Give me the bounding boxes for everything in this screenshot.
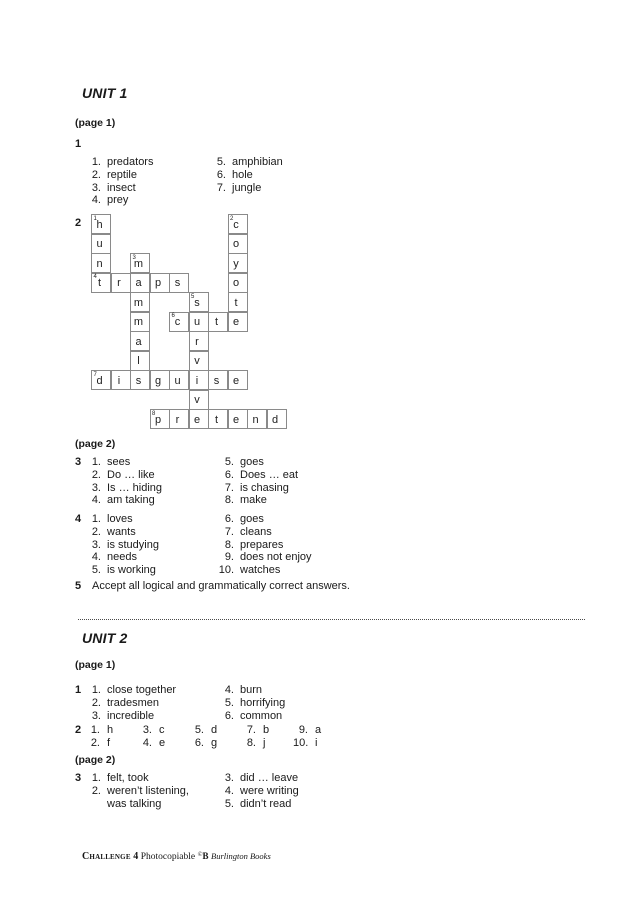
answer-text: b bbox=[263, 724, 270, 736]
section-divider bbox=[78, 619, 585, 620]
crossword-cell bbox=[189, 331, 209, 351]
answer-row bbox=[83, 564, 159, 577]
answer-column bbox=[216, 772, 299, 810]
answer-row bbox=[83, 526, 159, 539]
crossword-cell bbox=[228, 312, 248, 332]
exercise-number: 3 bbox=[75, 456, 82, 468]
answer-number: 10. bbox=[218, 564, 234, 576]
answer-text: jungle bbox=[232, 181, 262, 194]
answer-row bbox=[83, 194, 153, 207]
crossword-cell bbox=[208, 409, 228, 429]
answer-column bbox=[83, 156, 153, 207]
crossword-clue-number: 1 bbox=[93, 215, 97, 222]
answer-text: did … leave bbox=[240, 772, 299, 784]
answer-number: 1. bbox=[91, 772, 101, 784]
crossword-letter: s bbox=[174, 277, 181, 289]
unit-1-title: UNIT 1 bbox=[82, 85, 128, 101]
answer-row bbox=[208, 169, 283, 182]
exercise-number: 2 bbox=[75, 724, 82, 736]
answer-number: 6. bbox=[216, 168, 226, 181]
crossword-clue-number: 2 bbox=[230, 215, 234, 222]
answer-text: a bbox=[315, 724, 322, 736]
answer-row bbox=[216, 551, 312, 564]
answer-number: 5. bbox=[224, 456, 234, 468]
crossword-cell bbox=[130, 370, 150, 390]
crossword-letter: a bbox=[135, 335, 142, 348]
answer-text: common bbox=[240, 709, 283, 722]
exercise-number: 1 bbox=[75, 684, 82, 696]
crossword-letter: e bbox=[232, 413, 240, 426]
crossword-letter: d bbox=[271, 413, 279, 426]
answer-text: horrifying bbox=[240, 696, 286, 709]
crossword-cell bbox=[130, 312, 150, 332]
answer-row bbox=[216, 772, 299, 785]
answer-row bbox=[85, 724, 345, 737]
answer-number: 2. bbox=[91, 168, 101, 181]
answer-number: 4. bbox=[142, 736, 152, 749]
answer-text: is chasing bbox=[240, 481, 289, 494]
crossword-letter: r bbox=[175, 413, 180, 426]
answer-row bbox=[83, 494, 162, 507]
answer-text: i bbox=[315, 736, 318, 749]
unit-1-page-1-label: (page 1) bbox=[75, 117, 116, 129]
answer-number: 4. bbox=[91, 194, 101, 207]
crossword-letter: v bbox=[194, 394, 200, 406]
answer-row bbox=[85, 737, 345, 750]
answer-row bbox=[216, 494, 298, 507]
crossword-letter: u bbox=[174, 374, 181, 387]
answer-number: 6. bbox=[224, 513, 234, 525]
crossword-clue-number: 4 bbox=[93, 274, 97, 280]
exercise-number: 5 bbox=[75, 580, 82, 592]
answer-text: prepares bbox=[240, 538, 284, 551]
answer-number: 10. bbox=[293, 736, 309, 749]
footer-series-name: Challenge bbox=[82, 851, 131, 862]
answer-text: insect bbox=[107, 181, 136, 194]
exercise-number: 1 bbox=[75, 138, 82, 150]
crossword-letter: e bbox=[193, 413, 201, 426]
answer-row bbox=[83, 798, 189, 811]
answer-column bbox=[83, 684, 176, 722]
answer-number: 6. bbox=[194, 736, 204, 749]
answer-row bbox=[216, 785, 299, 798]
answer-text: does not enjoy bbox=[240, 551, 312, 564]
matching-answers bbox=[85, 724, 345, 750]
answer-number: 3. bbox=[91, 181, 101, 194]
answer-column bbox=[83, 772, 189, 810]
crossword-letter: s bbox=[135, 374, 142, 387]
answer-text: weren’t listening, bbox=[107, 784, 189, 797]
crossword-cell bbox=[189, 312, 209, 332]
answer-text: predators bbox=[107, 156, 154, 168]
answer-text: prey bbox=[107, 194, 129, 207]
crossword-letter: s bbox=[194, 296, 200, 309]
answer-number: 2. bbox=[91, 696, 101, 709]
answer-text: make bbox=[240, 494, 267, 507]
answer-text: sees bbox=[107, 456, 131, 468]
crossword-cell bbox=[208, 370, 228, 390]
crossword-letter: n bbox=[96, 257, 103, 270]
answer-row bbox=[83, 456, 162, 469]
answer-row bbox=[83, 156, 153, 169]
answer-text: felt, took bbox=[107, 772, 149, 784]
answer-number: 5. bbox=[91, 564, 101, 576]
unit-1-page-2-label: (page 2) bbox=[75, 438, 116, 450]
crossword-letter: r bbox=[195, 335, 199, 348]
burlington-logo-icon: B bbox=[202, 851, 209, 861]
answer-text: d bbox=[211, 724, 218, 736]
crossword-letter: m bbox=[133, 296, 144, 309]
crossword-cell bbox=[111, 370, 131, 390]
answer-number: 3. bbox=[224, 772, 234, 784]
answer-row bbox=[208, 156, 283, 169]
copyright-icon: © bbox=[197, 851, 203, 858]
crossword-letter: t bbox=[234, 296, 238, 309]
crossword-cell bbox=[267, 409, 287, 429]
footer-publisher: Burlington Books bbox=[211, 851, 271, 861]
answer-text: am taking bbox=[107, 494, 155, 507]
answer-text: reptile bbox=[107, 168, 137, 181]
answer-row bbox=[216, 539, 312, 552]
answer-row bbox=[83, 772, 189, 785]
answer-text: is studying bbox=[107, 538, 159, 551]
answer-number: 9. bbox=[298, 724, 308, 736]
answer-column bbox=[216, 456, 298, 507]
crossword-letter: r bbox=[117, 277, 121, 289]
answer-number: 9. bbox=[224, 551, 234, 564]
answer-number: 6. bbox=[224, 468, 234, 481]
crossword-cell bbox=[150, 370, 170, 390]
crossword-letter: s bbox=[213, 374, 220, 387]
answer-text: tradesmen bbox=[107, 696, 159, 709]
crossword-letter: g bbox=[154, 374, 162, 387]
answer-row bbox=[216, 469, 298, 482]
answer-row bbox=[83, 513, 159, 526]
answer-number: 2. bbox=[91, 784, 101, 797]
answer-row bbox=[83, 697, 176, 710]
crossword-clue-number: 5 bbox=[191, 293, 195, 300]
unit-2-page-2-label: (page 2) bbox=[75, 754, 116, 766]
answer-row bbox=[216, 482, 298, 495]
answer-column bbox=[208, 156, 283, 194]
unit-2-title: UNIT 2 bbox=[82, 630, 128, 646]
answer-row bbox=[216, 697, 285, 710]
answer-number: 3. bbox=[91, 538, 101, 551]
answer-text: g bbox=[211, 736, 218, 749]
crossword-letter: t bbox=[97, 277, 102, 289]
answer-text: was talking bbox=[107, 797, 162, 810]
crossword-letter: u bbox=[96, 238, 103, 250]
crossword-cell bbox=[130, 331, 150, 351]
answer-number: 6. bbox=[224, 709, 234, 722]
answer-number: 1. bbox=[91, 513, 101, 525]
crossword-clue-number: 3 bbox=[132, 254, 136, 261]
crossword-cell bbox=[228, 273, 248, 293]
answer-row bbox=[83, 710, 176, 723]
answer-number: 1. bbox=[91, 684, 101, 696]
answer-number: 5. bbox=[224, 696, 234, 709]
answer-row bbox=[216, 684, 285, 697]
crossword-cell bbox=[150, 409, 170, 429]
answer-text: Do … like bbox=[107, 468, 155, 481]
answer-text: j bbox=[263, 736, 266, 749]
answer-number: 1. bbox=[91, 456, 101, 468]
answer-text: watches bbox=[240, 564, 281, 576]
answer-number: 8. bbox=[246, 736, 256, 749]
answer-row bbox=[83, 684, 176, 697]
answer-text: Does … eat bbox=[240, 468, 299, 481]
exercise-number: 4 bbox=[75, 513, 82, 525]
crossword-letter: m bbox=[133, 316, 144, 328]
answer-text: incredible bbox=[107, 709, 155, 722]
answer-row bbox=[83, 182, 153, 195]
crossword-cell bbox=[189, 351, 209, 371]
answer-text: wants bbox=[107, 525, 136, 538]
crossword-cell bbox=[150, 273, 170, 293]
answer-number: 3. bbox=[91, 481, 101, 494]
answer-number: 3. bbox=[91, 709, 101, 722]
crossword-cell bbox=[228, 234, 248, 254]
crossword-cell bbox=[169, 370, 189, 390]
answer-text: goes bbox=[240, 456, 264, 468]
answer-number: 3. bbox=[142, 724, 152, 736]
footer-level: 4 bbox=[133, 851, 139, 862]
crossword-cell bbox=[130, 273, 150, 293]
answer-text: amphibian bbox=[232, 156, 283, 168]
crossword-cell bbox=[228, 292, 248, 312]
answer-number: 2. bbox=[90, 736, 100, 749]
answer-row bbox=[83, 169, 153, 182]
crossword-cell bbox=[228, 409, 248, 429]
crossword-cell bbox=[247, 409, 267, 429]
crossword-letter: e bbox=[232, 374, 240, 387]
answer-number: 5. bbox=[194, 724, 204, 736]
answer-text: is working bbox=[107, 564, 156, 576]
answer-number: 4. bbox=[224, 784, 234, 797]
crossword-letter: u bbox=[193, 316, 201, 328]
crossword-letter: a bbox=[135, 277, 142, 289]
crossword-letter: c bbox=[233, 218, 239, 231]
answer-row bbox=[83, 482, 162, 495]
crossword-letter: h bbox=[96, 218, 103, 231]
answer-number: 4. bbox=[224, 684, 234, 696]
page-footer bbox=[82, 849, 271, 864]
answer-row bbox=[216, 798, 299, 811]
answer-row bbox=[83, 469, 162, 482]
crossword-cell bbox=[189, 390, 209, 410]
crossword-clue-number: 7 bbox=[93, 371, 97, 378]
crossword-cell bbox=[228, 214, 248, 234]
answer-text: loves bbox=[107, 513, 133, 525]
answer-text: e bbox=[159, 736, 166, 749]
crossword-letter: y bbox=[233, 257, 239, 270]
answer-text: needs bbox=[107, 551, 137, 564]
answer-number: 8. bbox=[224, 494, 234, 507]
crossword-cell bbox=[169, 273, 189, 293]
crossword-letter: p bbox=[154, 277, 162, 289]
answer-number: 7. bbox=[224, 525, 234, 538]
answer-text: goes bbox=[240, 513, 264, 525]
crossword-cell bbox=[130, 292, 150, 312]
answer-number: 5. bbox=[216, 156, 226, 168]
crossword-letter: o bbox=[232, 238, 240, 250]
crossword-cell bbox=[130, 253, 150, 273]
crossword-cell bbox=[91, 214, 111, 234]
answer-row bbox=[216, 513, 312, 526]
crossword-letter: v bbox=[194, 355, 200, 367]
answer-row bbox=[216, 564, 312, 577]
answer-number: 7. bbox=[216, 181, 226, 194]
exercise-number: 2 bbox=[75, 217, 82, 229]
crossword-cell bbox=[189, 370, 209, 390]
crossword-letter: i bbox=[195, 374, 199, 387]
crossword-letter: o bbox=[232, 277, 240, 289]
answer-text: cleans bbox=[240, 525, 272, 538]
crossword-letter: t bbox=[214, 413, 219, 426]
answer-number: 2. bbox=[91, 468, 101, 481]
answer-column bbox=[83, 513, 159, 577]
answer-text: burn bbox=[240, 684, 263, 696]
answer-number: 2. bbox=[91, 525, 101, 538]
answer-number: 7. bbox=[246, 724, 256, 736]
answer-column bbox=[216, 513, 312, 577]
crossword-clue-number: 8 bbox=[152, 410, 156, 417]
crossword-letter: i bbox=[117, 374, 121, 387]
crossword-cell bbox=[169, 409, 189, 429]
crossword-cell bbox=[208, 312, 228, 332]
crossword-letter: d bbox=[96, 374, 103, 387]
crossword-letter: p bbox=[154, 413, 162, 426]
exercise-number: 3 bbox=[75, 772, 82, 784]
answer-text: were writing bbox=[240, 784, 299, 797]
crossword-letter: l bbox=[137, 355, 140, 367]
crossword-cell bbox=[91, 234, 111, 254]
crossword-cell bbox=[228, 370, 248, 390]
answer-column bbox=[83, 456, 162, 507]
crossword-clue-number: 6 bbox=[171, 313, 175, 319]
answer-row bbox=[216, 710, 285, 723]
crossword-cell bbox=[91, 273, 111, 293]
crossword-grid bbox=[91, 214, 291, 426]
answer-text: hole bbox=[232, 168, 253, 181]
answer-row bbox=[83, 785, 189, 798]
answer-text: h bbox=[107, 724, 114, 736]
crossword-letter: e bbox=[232, 316, 240, 328]
unit-2-page-1-label: (page 1) bbox=[75, 659, 116, 671]
answer-number: 4. bbox=[91, 494, 101, 507]
answer-text: didn’t read bbox=[240, 797, 292, 810]
answer-text: Is … hiding bbox=[107, 481, 163, 494]
answer-text: c bbox=[159, 724, 165, 736]
answer-row bbox=[83, 539, 159, 552]
crossword-cell bbox=[189, 292, 209, 312]
answer-row bbox=[83, 551, 159, 564]
answer-row bbox=[216, 456, 298, 469]
answer-number: 1. bbox=[90, 724, 100, 736]
footer-photocopiable-label: Photocopiable bbox=[140, 852, 196, 862]
crossword-cell bbox=[130, 351, 150, 371]
answer-text: close together bbox=[107, 684, 177, 696]
answer-column bbox=[216, 684, 285, 722]
crossword-cell bbox=[189, 409, 209, 429]
answer-number: 1. bbox=[91, 156, 101, 168]
answer-number: 4. bbox=[91, 551, 101, 564]
answer-text: f bbox=[107, 736, 111, 749]
answer-number: 5. bbox=[224, 797, 234, 810]
crossword-cell bbox=[228, 253, 248, 273]
crossword-cell bbox=[91, 253, 111, 273]
answer-row bbox=[208, 182, 283, 195]
crossword-cell bbox=[91, 370, 111, 390]
crossword-letter: n bbox=[252, 413, 259, 426]
answer-number: 7. bbox=[224, 481, 234, 494]
crossword-cell bbox=[111, 273, 131, 293]
crossword-letter: t bbox=[214, 316, 219, 328]
answer-row bbox=[216, 526, 312, 539]
crossword-cell bbox=[169, 312, 189, 332]
answer-text: Accept all logical and grammatically correct answers. bbox=[92, 580, 350, 592]
crossword-letter: c bbox=[174, 316, 181, 328]
answer-number: 8. bbox=[224, 538, 234, 551]
crossword-letter: m bbox=[133, 257, 144, 270]
